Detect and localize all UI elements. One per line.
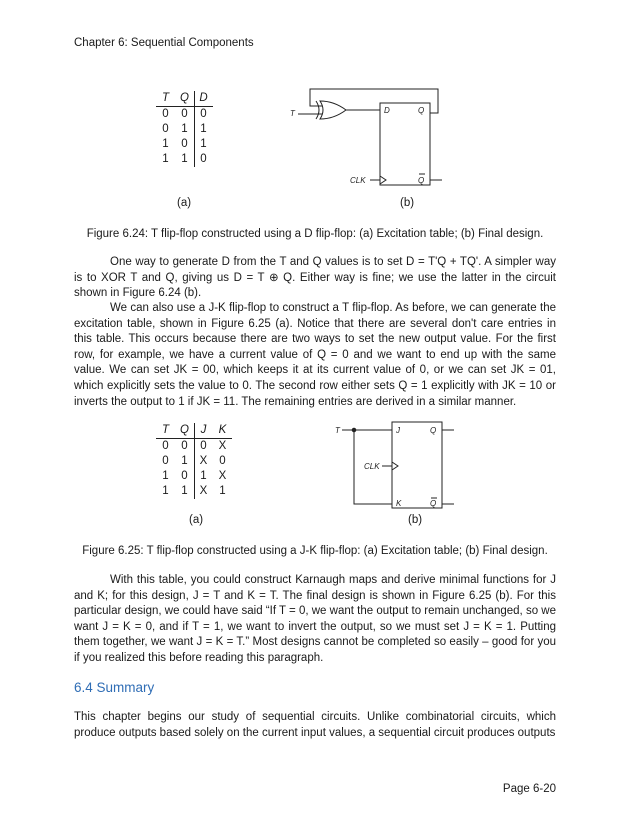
paragraph-text: This chapter begins our study of sequential circuits. Unlike combinatorial circuits, which produce outputs based solely on the current input values, a sequential circuit produces outputs: [74, 711, 556, 739]
cell: 0: [181, 138, 188, 150]
pin-clk: CLK: [364, 462, 380, 471]
cell: 0: [162, 455, 169, 467]
col-header-q: Q: [180, 92, 189, 104]
cell: 1: [200, 470, 207, 482]
cell: 1: [181, 153, 188, 165]
cell: 0: [181, 108, 188, 120]
table-row: [156, 152, 213, 167]
cell: 0: [219, 455, 226, 467]
cell: 1: [162, 470, 169, 482]
cell: X: [218, 470, 227, 482]
cell: 0: [181, 440, 188, 452]
cell: 1: [219, 485, 226, 497]
cell: 0: [162, 123, 169, 135]
cell: 1: [162, 138, 169, 150]
paragraph-text: One way to generate D from the T and Q values is to set D = T'Q + TQ'. A simpler way is to XOR T and Q, giving us D = T ⊕ Q. Either way is fine; we use the latter in the circuit shown in Figure 6.24 (b).: [74, 256, 556, 300]
pin-q: Q: [430, 426, 437, 435]
fig625-label-a: (a): [189, 514, 204, 526]
cell: X: [199, 455, 208, 467]
pin-k: K: [396, 499, 402, 508]
pin-qbar: Q: [430, 499, 437, 508]
col-header-q: Q: [180, 424, 189, 436]
col-header-k: K: [218, 424, 227, 436]
cell: 1: [200, 123, 207, 135]
xor-gate-extra-arc: [316, 101, 319, 119]
fig625-label-b: (b): [408, 514, 423, 526]
table-header-row: [156, 91, 213, 107]
col-header-t: T: [161, 424, 170, 436]
cell: 1: [200, 138, 207, 150]
fig624-caption: Figure 6.24: T flip-flop constructed using a D flip-flop: (a) Excitation table; (b) Final design.: [86, 228, 544, 240]
cell: X: [218, 440, 227, 452]
page-number: Page 6-20: [502, 783, 556, 795]
cell: 0: [200, 440, 207, 452]
paragraph-3: [74, 573, 556, 667]
fig624-label-a: (a): [177, 197, 192, 209]
cell: 1: [162, 485, 169, 497]
cell: 1: [181, 123, 188, 135]
col-header-j: J: [200, 424, 207, 436]
fig625-caption: Figure 6.25: T flip-flop constructed using a J-K flip-flop: (a) Excitation table; (b) Final design.: [82, 545, 548, 557]
cell: 0: [200, 153, 207, 165]
cell: 0: [181, 470, 188, 482]
fig625-circuit: [334, 420, 464, 520]
cell: X: [199, 485, 208, 497]
paragraph-2: [74, 301, 556, 410]
paragraph-text: We can also use a J-K flip-flop to construct a T flip-flop. As before, we can generate the excitation table, shown in Figure 6.25 (a). Notice that there are several don't care entries in this table. This occurs because there are two ways to set the new output value. For the first row, for example, we have a current value of Q = 0 and we want to end up with the same value. We can set JK = 00, which keeps it at its current value of 0, or we can set JK = 01, which explicitly sets the value to 0. The second row either sets Q = 1 explicitly with JK = 10 or inverts the output to 1 if JK = 11. The remaining entries are derived in a similar manner.: [74, 302, 556, 408]
pin-t: T: [335, 426, 340, 435]
xor-gate: [320, 101, 346, 119]
pin-clk: CLK: [350, 176, 366, 185]
table-row: [156, 122, 213, 137]
table-row: [156, 137, 213, 152]
cell: 0: [162, 108, 169, 120]
col-header-t: T: [161, 92, 170, 104]
paragraph-text: With this table, you could construct Karnaugh maps and derive minimal functions for J and K; for this design, J = T and K = T. The final design is shown in Figure 6.25 (b). For this particular design, we could have said “If T = 0, we want the output to remain unchanged, so we want J = K = 0, and if T = 1, we want to invert the output, so we must set J = K = 1. Putting them together, we want J = K = T.” Most designs cannot be completed so easily – good for you if you realized this before reading this paragraph.: [74, 574, 556, 664]
pin-d: D: [384, 106, 390, 115]
pin-t: T: [290, 109, 295, 118]
fig624-circuit: [290, 85, 450, 195]
d-flipflop-box: [380, 103, 430, 185]
table-row: [156, 107, 213, 122]
chapter-header: Chapter 6: Sequential Components: [74, 37, 254, 49]
pin-q: Q: [418, 106, 425, 115]
col-header-d: D: [199, 92, 208, 104]
pin-qbar: Q: [418, 176, 425, 185]
cell: 1: [162, 153, 169, 165]
paragraph-1: [74, 255, 556, 302]
paragraph-4: [74, 710, 556, 741]
cell: 0: [200, 108, 207, 120]
cell: 0: [162, 440, 169, 452]
fig624-label-b: (b): [400, 197, 415, 209]
table-divider: [194, 91, 195, 167]
section-heading: 6.4 Summary: [74, 680, 155, 695]
table-divider: [194, 423, 195, 499]
cell: 1: [181, 485, 188, 497]
cell: 1: [181, 455, 188, 467]
fig624-excitation-table: [156, 91, 213, 167]
pin-j: J: [396, 426, 400, 435]
